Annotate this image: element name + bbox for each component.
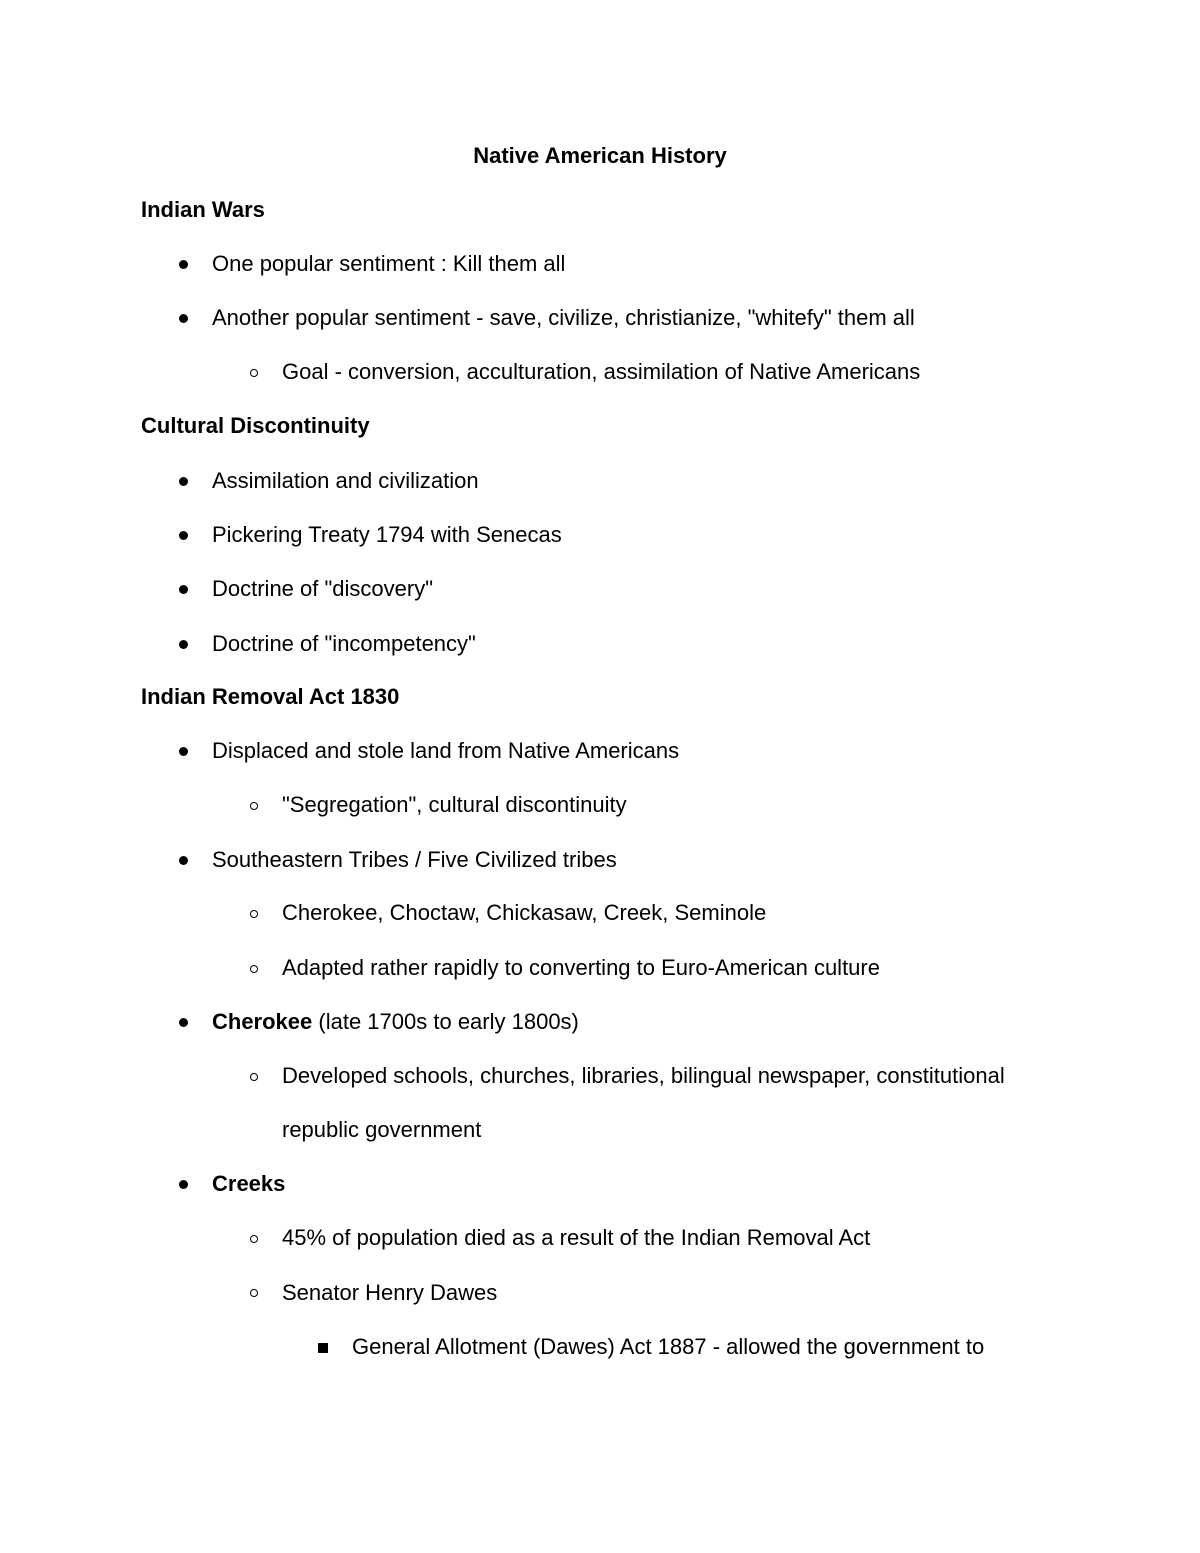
list-item: Doctrine of "discovery": [212, 576, 434, 601]
heading-indian-removal-act: Indian Removal Act 1830: [141, 684, 400, 709]
bullet-disc-icon: [179, 585, 188, 594]
document-title: Native American History: [473, 143, 727, 168]
list-item: One popular sentiment : Kill them all: [212, 251, 566, 276]
bullet-circle-icon: [250, 802, 258, 810]
bullet-circle-icon: [250, 965, 258, 973]
bullet-circle-icon: [250, 1289, 258, 1297]
bullet-circle-icon: [250, 910, 258, 918]
list-item-continuation: republic government: [282, 1117, 482, 1142]
list-item: Another popular sentiment - save, civilize, christianize, "whitefy" them all: [212, 305, 915, 330]
bullet-disc-icon: [179, 260, 188, 269]
list-item: General Allotment (Dawes) Act 1887 - allowed the government to: [352, 1334, 985, 1359]
bullet-disc-icon: [179, 314, 188, 323]
bullet-circle-icon: [250, 1073, 258, 1081]
bullet-disc-icon: [179, 1180, 188, 1189]
heading-cultural-discontinuity: Cultural Discontinuity: [141, 413, 370, 438]
list-item: Goal - conversion, acculturation, assimilation of Native Americans: [282, 359, 921, 384]
bullet-disc-icon: [179, 856, 188, 865]
list-item: 45% of population died as a result of the Indian Removal Act: [282, 1225, 871, 1250]
list-item: Developed schools, churches, libraries, bilingual newspaper, constitutional: [282, 1063, 1005, 1088]
list-item: Senator Henry Dawes: [282, 1280, 498, 1305]
list-item: Displaced and stole land from Native Americans: [212, 738, 680, 763]
bullet-disc-icon: [179, 531, 188, 540]
list-item: Doctrine of "incompetency": [212, 631, 476, 656]
bullet-circle-icon: [250, 369, 258, 377]
list-item: [212, 1008, 579, 1036]
list-item: "Segregation", cultural discontinuity: [282, 792, 627, 817]
list-item: Adapted rather rapidly to converting to Euro-American culture: [282, 955, 880, 980]
bullet-disc-icon: [179, 477, 188, 486]
bullet-square-icon: [318, 1343, 328, 1353]
bullet-disc-icon: [179, 747, 188, 756]
list-item-bold-label: Cherokee: [212, 1009, 313, 1034]
list-item: Cherokee, Choctaw, Chickasaw, Creek, Seminole: [282, 900, 767, 925]
heading-indian-wars: Indian Wars: [141, 197, 265, 222]
bullet-disc-icon: [179, 640, 188, 649]
bullet-disc-icon: [179, 1018, 188, 1027]
list-item: Southeastern Tribes / Five Civilized tribes: [212, 847, 617, 872]
bullet-circle-icon: [250, 1235, 258, 1243]
list-item: Pickering Treaty 1794 with Senecas: [212, 522, 562, 547]
list-item-bold-label: Creeks: [212, 1171, 286, 1196]
list-item-rest: (late 1700s to early 1800s): [312, 1009, 579, 1034]
list-item: Assimilation and civilization: [212, 468, 479, 493]
list-item: [212, 1170, 285, 1198]
